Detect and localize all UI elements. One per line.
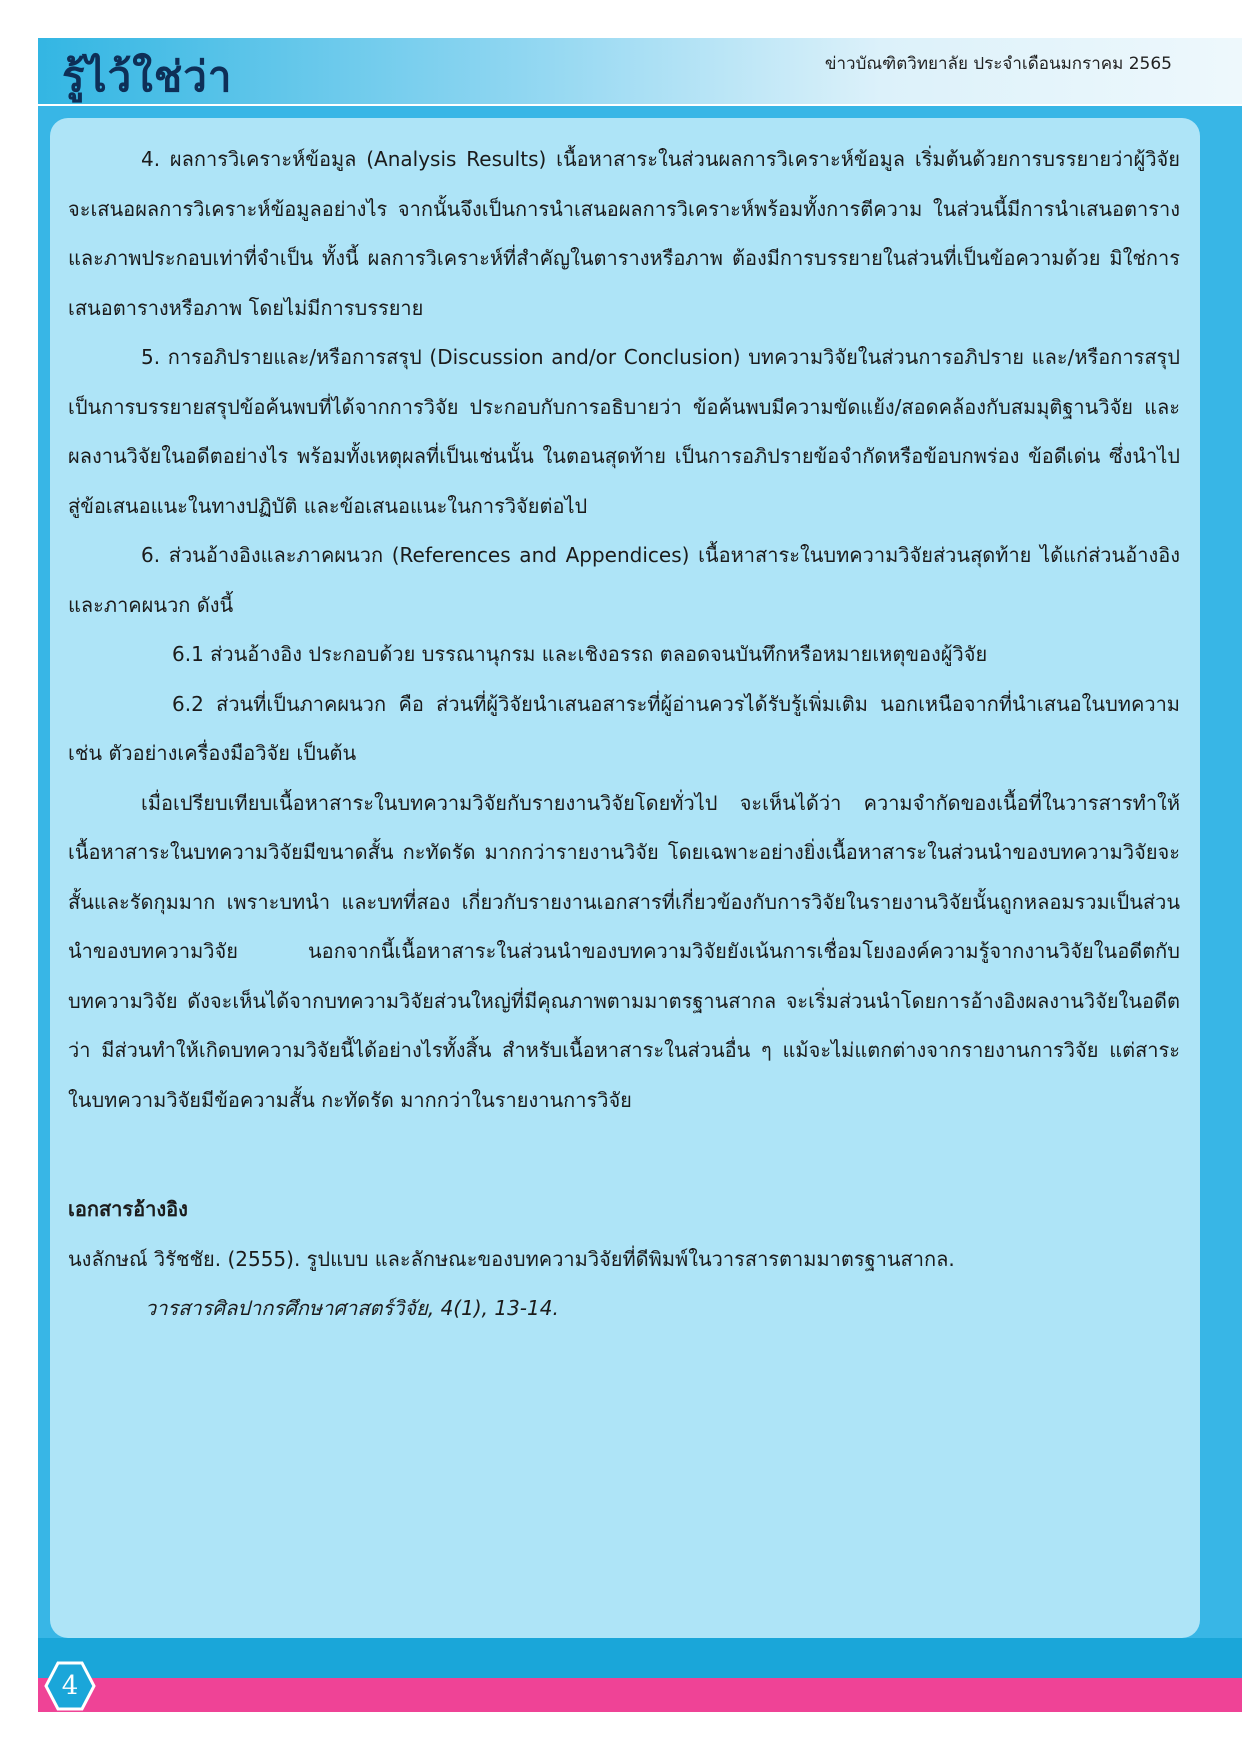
reference-entry-continued: วารสารศิลปากรศึกษาศาสตร์วิจัย, 4(1), 13-14. bbox=[145, 1296, 559, 1320]
section-brand-title: รู้ไว้ใช่ว่า bbox=[62, 53, 233, 100]
paragraph-analysis-results: 4. ผลการวิเคราะห์ข้อมูล (Analysis Results) เนื้อหาสาระในส่วนผลการวิเคราะห์ข้อมูล เริ่มต้นด้วยการบรรยายว่าผู้วิจัยจะเสนอผลการวิเคราะห์ข้อมูลอย่างไร จากนั้นจึงเป็นการนำเสนอผลการวิเคราะห์พร้อมทั้งการตีความ ในส่วนนี้มีการนำเสนอตารางและภาพประกอบเท่าที่จำเป็น ทั้งนี้ ผลการวิเคราะห์ที่สำคัญในตารางหรือภาพ ต้องมีการบรรยายในส่วนที่เป็นข้อความด้วย มิใช่การเสนอตารางหรือภาพ โดยไม่มีการบรรยาย bbox=[68, 147, 1180, 320]
paragraph-discussion: 5. การอภิปรายและ/หรือการสรุป (Discussion and/or Conclusion) บทความวิจัยในส่วนการอภิปราย และ/หรือการสรุป เป็นการบรรยายสรุปข้อค้นพบที่ได้จากการวิจัย ประกอบกับการอธิบายว่า ข้อค้นพบมีความขัดแย้ง/สอดคล้องกับสมมุติฐานวิจัย และผลงานวิจัยในอดีตอย่างไร พร้อมทั้งเหตุผลที่เป็นเช่นนั้น ในตอนสุดท้าย เป็นการอภิปรายข้อจำกัดหรือข้อบกพร่อง ข้อดีเด่น ซึ่งนำไปสู่ข้อเสนอแนะในทางปฏิบัติ และข้อเสนอแนะในการวิจัยต่อไป bbox=[68, 345, 1180, 518]
footer-blue-band bbox=[38, 1638, 1242, 1678]
page-number-badge bbox=[44, 1660, 96, 1712]
reference-entry: นงลักษณ์ วิรัชชัย. (2555). รูปแบบ และลักษณะของบทความวิจัยที่ดีพิมพ์ในวารสารตามมาตรฐานสากล. bbox=[68, 1246, 955, 1271]
article-body bbox=[68, 135, 1180, 1334]
references-heading: เอกสารอ้างอิง bbox=[68, 1197, 188, 1221]
newsletter-issue: ข่าวบัณฑิตวิทยาลัย ประจำเดือนมกราคม 2565 bbox=[824, 54, 1172, 74]
sub-item-appendices: 6.2 ส่วนที่เป็นภาคผนวก คือ ส่วนที่ผู้วิจัยนำเสนอสาระที่ผู้อ่านควรได้รับรู้เพิ่มเติม นอกเหนือจากที่นำเสนอในบทความ เช่น ตัวอย่างเครื่องมือวิจัย เป็นต้น bbox=[68, 691, 1180, 765]
footer-pink-band bbox=[38, 1678, 1242, 1712]
paragraph-references-appendices: 6. ส่วนอ้างอิงและภาคผนวก (References and Appendices) เนื้อหาสาระในบทความวิจัยส่วนสุดท้าย ได้แก่ส่วนอ้างอิงและภาคผนวก ดังนี้ bbox=[68, 543, 1180, 617]
sub-item-references: 6.1 ส่วนอ้างอิง ประกอบด้วย บรรณานุกรม และเชิงอรรถ ตลอดจนบันทึกหรือหมายเหตุของผู้วิจัย bbox=[172, 642, 988, 666]
page-number: 4 bbox=[61, 1671, 79, 1701]
paragraph-summary: เมื่อเปรียบเทียบเนื้อหาสาระในบทความวิจัยกับรายงานวิจัยโดยทั่วไป จะเห็นได้ว่า ความจำกัดของเนื้อที่ในวารสารทำให้เนื้อหาสาระในบทความวิจัยมีขนาดสั้น กะทัดรัด มากกว่ารายงานวิจัย โดยเฉพาะอย่างยิ่งเนื้อหาสาระในส่วนนำของบทความวิจัยจะสั้นและรัดกุมมาก เพราะบทนำ และบทที่สอง เกี่ยวกับรายงานเอกสารที่เกี่ยวข้องกับการวิจัยในรายงานวิจัยนั้นถูกหลอมรวมเป็นส่วนนำของบทความวิจัย นอกจากนี้เนื้อหาสาระในส่วนนำของบทความวิจัยยังเน้นการเชื่อมโยงองค์ความรู้จากงานวิจัยในอดีตกับบทความวิจัย ดังจะเห็นได้จากบทความวิจัยส่วนใหญ่ที่มีคุณภาพตามมาตรฐานสากล จะเริ่มส่วนนำโดยการอ้างอิงผลงานวิจัยในอดีตว่า มีส่วนทำให้เกิดบทความวิจัยนี้ได้อย่างไรทั้งสิ้น สำหรับเนื้อหาสาระในส่วนอื่น ๆ แม้จะไม่แตกต่างจากรายงานการวิจัย แต่สาระในบทความวิจัยมีข้อความสั้น กะทัดรัด มากกว่าในรายงานการวิจัย bbox=[68, 790, 1180, 1112]
